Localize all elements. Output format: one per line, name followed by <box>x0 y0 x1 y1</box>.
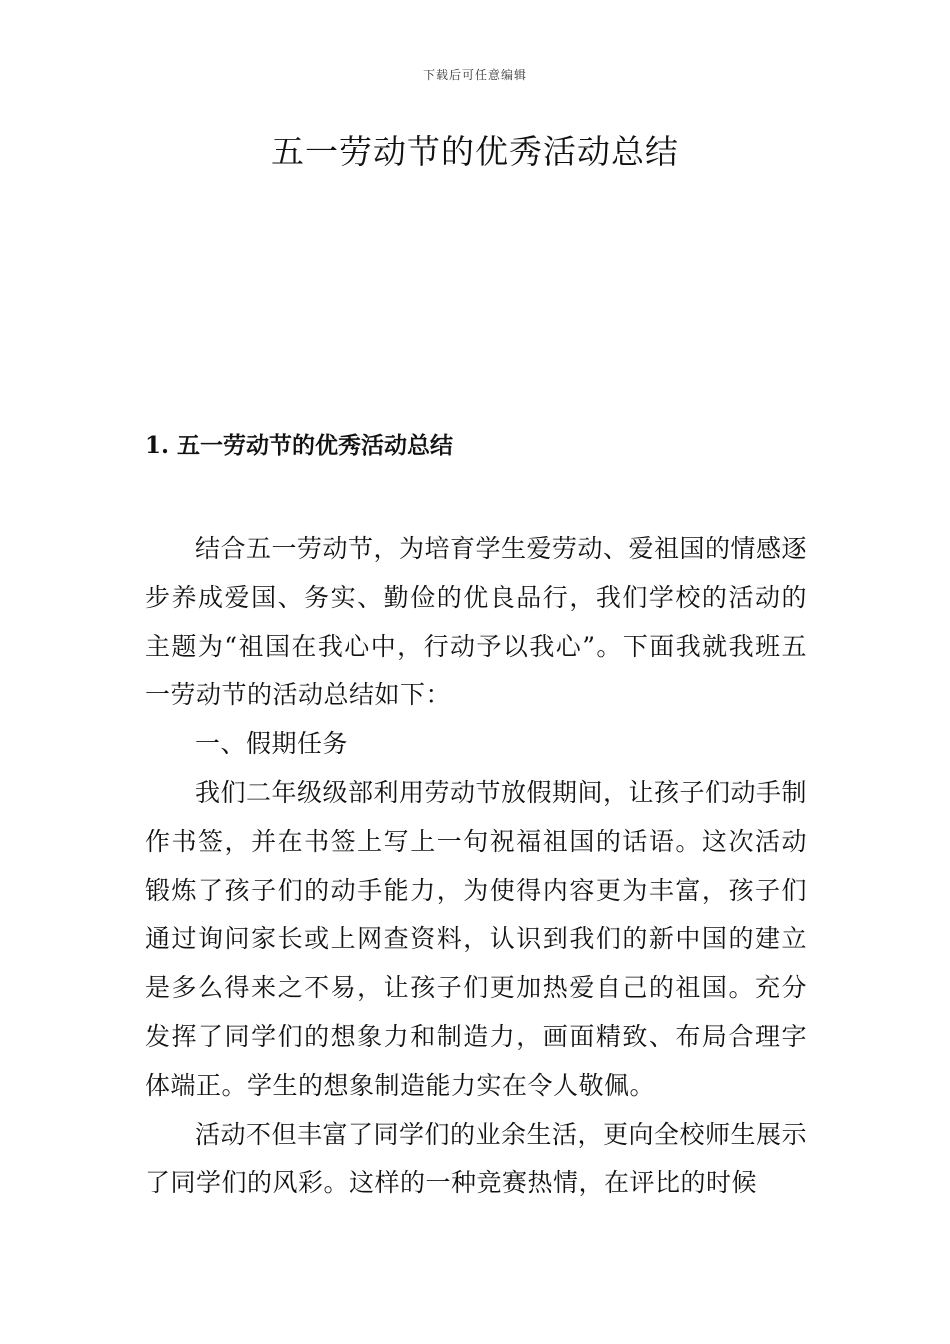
paragraph-subheading-holiday-task: 一、假期任务 <box>195 729 349 759</box>
header-note: 下载后可任意编辑 <box>422 68 527 82</box>
paragraph-intro: 结合五一劳动节，为培育学生爱劳动、爱祖国的情感逐步养成爱国、务实、勤俭的优良品行，我们学校的活动的主题为“祖国在我心中，行动予以我心”。下面我就我班五一劳动节的活动总结如下： <box>145 534 808 710</box>
section-heading: 1. 五一劳动节的优秀活动总结 <box>145 432 454 459</box>
document-body <box>145 525 807 1208</box>
paragraph-activity-result: 活动不但丰富了同学们的业余生活，更向全校师生展示了同学们的风彩。这样的一种竞赛热情，在评比的时候 <box>145 1119 808 1198</box>
document-title: 五一劳动节的优秀活动总结 <box>271 132 679 171</box>
paragraph-holiday-task: 我们二年级级部利用劳动节放假期间，让孩子们动手制作书签，并在书签上写上一句祝福祖国的话语。这次活动锻炼了孩子们的动手能力，为使得内容更为丰富，孩子们通过询问家长或上网查资料，认识到我们的新中国的建立是多么得来之不易，让孩子们更加热爱自己的祖国。充分发挥了同学们的想象力和制造力，画面精致、布局合理字体端正。学生的想象制造能力实在令人敬佩。 <box>145 777 808 1100</box>
